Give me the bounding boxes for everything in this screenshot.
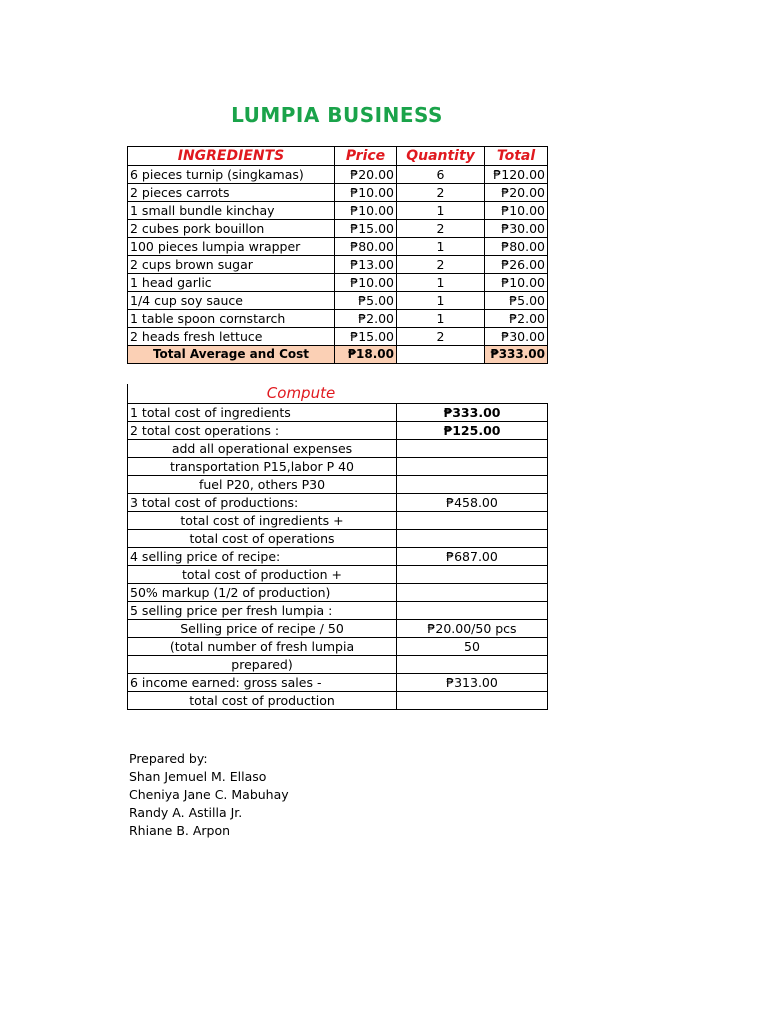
compute-row [128, 458, 548, 476]
ingredient-price: ₱13.00 [335, 256, 397, 274]
ingredient-name: 2 heads fresh lettuce [128, 328, 335, 346]
compute-value [397, 656, 548, 674]
ingredient-name: 1/4 cup soy sauce [128, 292, 335, 310]
total-price: ₱18.00 [335, 346, 397, 364]
compute-row [128, 692, 548, 710]
compute-value [397, 530, 548, 548]
preparer-name: Cheniya Jane C. Mabuhay [129, 787, 289, 802]
compute-row [128, 440, 548, 458]
compute-text: total cost of production + [128, 566, 397, 584]
compute-text: add all operational expenses [128, 440, 397, 458]
ingredient-price: ₱5.00 [335, 292, 397, 310]
compute-table [127, 403, 548, 710]
prepared-by-section [129, 750, 289, 840]
ingredient-total: ₱5.00 [485, 292, 548, 310]
compute-text: transportation P15,labor P 40 [128, 458, 397, 476]
compute-text: prepared) [128, 656, 397, 674]
compute-text: fuel P20, others P30 [128, 476, 397, 494]
ingredient-total: ₱120.00 [485, 166, 548, 184]
ingredient-price: ₱2.00 [335, 310, 397, 328]
total-label: Total Average and Cost [128, 346, 335, 364]
compute-text: 5 selling price per fresh lumpia : [128, 602, 397, 620]
ingredient-price: ₱10.00 [335, 202, 397, 220]
ingredient-row [128, 310, 548, 328]
ingredient-quantity: 1 [397, 310, 485, 328]
ingredient-quantity: 6 [397, 166, 485, 184]
ingredient-row [128, 274, 548, 292]
preparer-name: Randy A. Astilla Jr. [129, 805, 243, 820]
compute-value: ₱313.00 [397, 674, 548, 692]
compute-row [128, 512, 548, 530]
ingredient-name: 2 cups brown sugar [128, 256, 335, 274]
compute-text: 4 selling price of recipe: [128, 548, 397, 566]
ingredient-row [128, 238, 548, 256]
compute-text: total cost of production [128, 692, 397, 710]
preparer-name: Shan Jemuel M. Ellaso [129, 769, 267, 784]
compute-row [128, 584, 548, 602]
ingredient-price: ₱80.00 [335, 238, 397, 256]
compute-text: 1 total cost of ingredients [128, 404, 397, 422]
ingredient-price: ₱20.00 [335, 166, 397, 184]
header-price: Price [335, 147, 397, 166]
ingredient-total: ₱30.00 [485, 220, 548, 238]
compute-row [128, 548, 548, 566]
ingredient-row [128, 184, 548, 202]
compute-value: ₱333.00 [397, 404, 548, 422]
ingredients-table [127, 146, 548, 364]
ingredient-name: 1 table spoon cornstarch [128, 310, 335, 328]
ingredient-quantity: 1 [397, 238, 485, 256]
ingredient-total: ₱26.00 [485, 256, 548, 274]
compute-text: 3 total cost of productions: [128, 494, 397, 512]
ingredient-price: ₱10.00 [335, 184, 397, 202]
ingredient-quantity: 2 [397, 220, 485, 238]
ingredient-total: ₱80.00 [485, 238, 548, 256]
ingredient-row [128, 202, 548, 220]
ingredient-total: ₱20.00 [485, 184, 548, 202]
ingredient-quantity: 2 [397, 184, 485, 202]
ingredient-quantity: 2 [397, 328, 485, 346]
ingredient-name: 1 small bundle kinchay [128, 202, 335, 220]
compute-row [128, 494, 548, 512]
compute-label: Compute [266, 384, 336, 402]
ingredient-total: ₱2.00 [485, 310, 548, 328]
ingredient-price: ₱15.00 [335, 220, 397, 238]
compute-row [128, 476, 548, 494]
ingredient-total: ₱30.00 [485, 328, 548, 346]
compute-value [397, 476, 548, 494]
compute-value: ₱458.00 [397, 494, 548, 512]
compute-value: ₱687.00 [397, 548, 548, 566]
page-title: LUMPIA BUSINESS [231, 103, 443, 127]
compute-row [128, 404, 548, 422]
ingredient-total: ₱10.00 [485, 274, 548, 292]
ingredient-price: ₱10.00 [335, 274, 397, 292]
ingredient-name: 2 cubes pork bouillon [128, 220, 335, 238]
compute-row [128, 638, 548, 656]
ingredient-name: 1 head garlic [128, 274, 335, 292]
ingredient-row [128, 292, 548, 310]
ingredient-total: ₱10.00 [485, 202, 548, 220]
ingredient-quantity: 1 [397, 292, 485, 310]
compute-value [397, 602, 548, 620]
compute-value: ₱20.00/50 pcs [397, 620, 548, 638]
ingredient-row [128, 166, 548, 184]
compute-value: ₱125.00 [397, 422, 548, 440]
compute-text: 50% markup (1/2 of production) [128, 584, 397, 602]
header-quantity: Quantity [397, 147, 485, 166]
compute-row [128, 530, 548, 548]
ingredient-quantity: 1 [397, 274, 485, 292]
compute-value [397, 440, 548, 458]
compute-value [397, 458, 548, 476]
compute-text: 2 total cost operations : [128, 422, 397, 440]
compute-row [128, 656, 548, 674]
compute-value [397, 692, 548, 710]
ingredient-row [128, 256, 548, 274]
compute-text: total cost of ingredients + [128, 512, 397, 530]
header-ingredients: INGREDIENTS [128, 147, 335, 166]
ingredients-header-row [128, 147, 548, 166]
compute-row [128, 674, 548, 692]
ingredient-price: ₱15.00 [335, 328, 397, 346]
ingredient-name: 6 pieces turnip (singkamas) [128, 166, 335, 184]
ingredient-row [128, 220, 548, 238]
ingredient-name: 100 pieces lumpia wrapper [128, 238, 335, 256]
compute-row [128, 602, 548, 620]
ingredient-row [128, 328, 548, 346]
compute-value [397, 512, 548, 530]
prepared-by-label: Prepared by: [129, 751, 208, 766]
compute-value [397, 566, 548, 584]
compute-row [128, 422, 548, 440]
header-total: Total [485, 147, 548, 166]
total-qty [397, 346, 485, 364]
compute-text: (total number of fresh lumpia [128, 638, 397, 656]
compute-value [397, 584, 548, 602]
compute-value: 50 [397, 638, 548, 656]
compute-text: 6 income earned: gross sales - [128, 674, 397, 692]
compute-text: total cost of operations [128, 530, 397, 548]
compute-row [128, 620, 548, 638]
preparer-name: Rhiane B. Arpon [129, 823, 231, 838]
total-total: ₱333.00 [485, 346, 548, 364]
ingredient-name: 2 pieces carrots [128, 184, 335, 202]
compute-row [128, 566, 548, 584]
ingredient-quantity: 1 [397, 202, 485, 220]
ingredient-quantity: 2 [397, 256, 485, 274]
compute-text: Selling price of recipe / 50 [128, 620, 397, 638]
ingredients-total-row [128, 346, 548, 364]
